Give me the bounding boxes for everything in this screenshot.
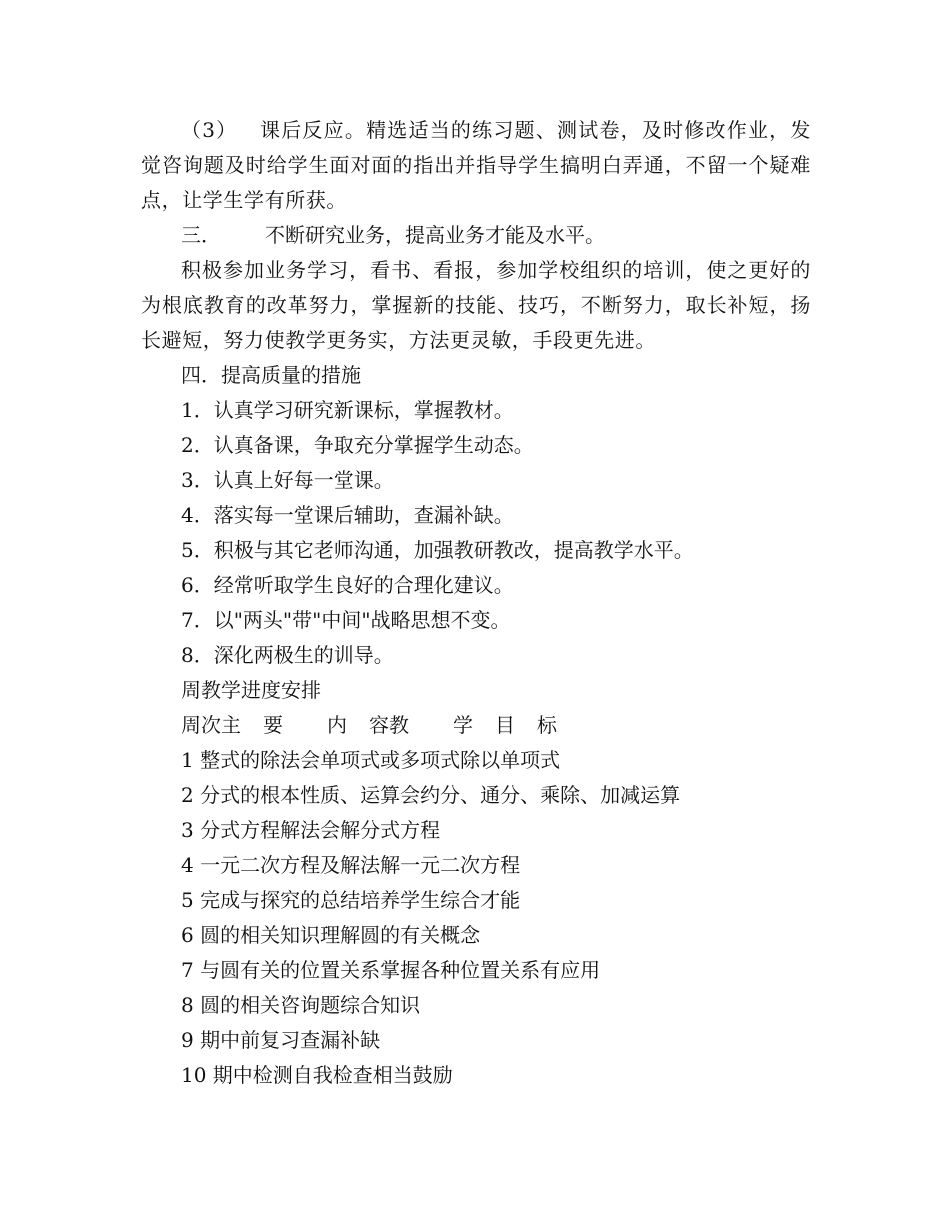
measure-item: 8．深化两极生的训导。 (181, 643, 394, 667)
measure-item: 4．落实每一堂课后辅助，查漏补缺。 (181, 503, 514, 527)
schedule-row: 2 分式的根本性质、运算会约分、通分、乘除、加减运算 (181, 783, 681, 807)
study-paragraph: 积极参加业务学习，看书、看报，参加学校组织的培训，使之更好的为根底教育的改革努力，掌握新的技能、技巧，不断努力，取长补短，扬长避短，努力使教学更务实，方法更灵敏，手段更先进。 (141, 258, 811, 352)
measure-item: 5．积极与其它老师沟通，加强教研教改，提高教学水平。 (181, 538, 694, 562)
schedule-row: 1 整式的除法会单项式或多项式除以单项式 (181, 748, 561, 772)
measure-item: 2．认真备课，争取充分掌握学生动态。 (181, 433, 534, 457)
schedule-row: 5 完成与探究的总结培养学生综合才能 (181, 888, 521, 912)
schedule-header-cell: 容教 (369, 713, 409, 737)
heading-3 (141, 218, 811, 253)
section-3-text: 课后反应。精选适当的练习题、测试卷，及时修改作业，发觉咨询题及时给学生面对面的指出并指导学生搞明白弄通，不留一个疑难点，让学生学有所获。 (141, 118, 811, 212)
schedule-header-cell: 周次主 (181, 713, 241, 737)
schedule-row: 7 与圆有关的位置关系掌握各种位置关系有应用 (181, 958, 601, 982)
schedule-header-cell: 要 (263, 713, 283, 737)
schedule-row: 6 圆的相关知识理解圆的有关概念 (181, 923, 481, 947)
schedule-row: 3 分式方程解法会解分式方程 (181, 818, 441, 842)
heading-3-number: 三． (181, 223, 221, 247)
schedule-header (141, 708, 811, 743)
schedule-header-cell: 学 (453, 713, 473, 737)
heading-4: 四．提高质量的措施 (181, 363, 361, 387)
measure-item: 1．认真学习研究新课标，掌握教材。 (181, 398, 514, 422)
schedule-row: 8 圆的相关咨询题综合知识 (181, 993, 421, 1017)
schedule-row: 9 期中前复习查漏补缺 (181, 1028, 381, 1052)
schedule-row: 4 一元二次方程及解法解一元二次方程 (181, 853, 521, 877)
schedule-header-cell: 内 (327, 713, 347, 737)
schedule-row: 10 期中检测自我检查相当鼓励 (181, 1063, 453, 1087)
document-body (141, 113, 811, 1093)
measure-item: 7．以"两头"带"中间"战略思想不变。 (181, 608, 511, 632)
section-3-number: （3） (181, 118, 238, 142)
measure-item: 6．经常听取学生良好的合理化建议。 (181, 573, 514, 597)
schedule-title: 周教学进度安排 (181, 678, 321, 702)
schedule-header-cell: 目 (495, 713, 515, 737)
section-3-paragraph (141, 113, 811, 218)
schedule-header-cell: 标 (537, 713, 557, 737)
heading-3-text: 不断研究业务，提高业务才能及水平。 (265, 223, 605, 247)
measure-item: 3．认真上好每一堂课。 (181, 468, 394, 492)
